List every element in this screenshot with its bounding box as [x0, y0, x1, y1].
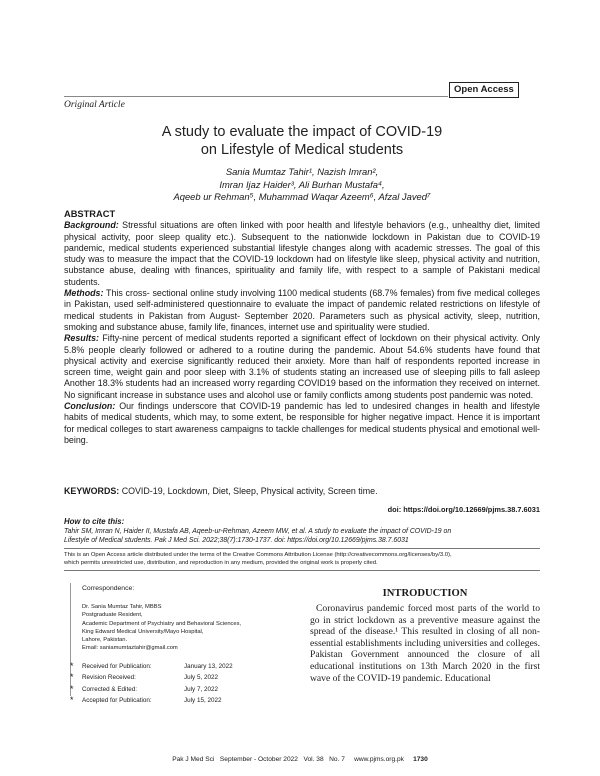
citation-line-1: Tahir SM, Imran N, Haider II, Mustafa AB, Aqeeb-ur-Rehman, Azeem MW, et al. A study to evaluate the impact of COVID-19 on: [64, 528, 452, 535]
conclusion-text: Our findings underscore that COVID-19 pandemic has led to undesired changes in health and lifestyle habits of medical students, which may, to some extent, be responsible for higher negative impact. Hence it is important for medical colleges to start awareness campaigns to tackle challenges for medical students physical and emotional well-being.: [64, 401, 540, 445]
footer-number: No. 7: [329, 756, 345, 763]
date-label: Corrected & Edited:: [82, 685, 137, 693]
footer-journal: Pak J Med Sci: [172, 756, 215, 763]
doi-link[interactable]: https://doi.org/10.12669/pjms.38.7.6031: [401, 505, 540, 514]
correspondence-line: Postgraduate Resident,: [82, 612, 143, 619]
bullet-icon: *: [70, 683, 74, 694]
abstract-heading: ABSTRACT: [64, 209, 116, 219]
correspondence-line: King Edward Medical University/Mayo Hospital,: [82, 628, 204, 635]
article-title: [64, 123, 540, 159]
author-list: [64, 166, 540, 204]
page-number: 1730: [413, 756, 428, 763]
keywords: [64, 486, 540, 496]
license-line-1: This is an Open Access article distributed under the terms of the Creative Commons Attribution License (http://creativecommons.org/licenses/by/3.0),: [64, 552, 452, 558]
date-label: Received for Publication:: [82, 663, 152, 670]
header-rule: [64, 96, 448, 97]
results-text: Fifty-nine percent of medical students reported a significant effect of lockdown on their physical activity. Only 5.8% people clearly followed or adhered to a routine during the pandemic. About 54.6% students have found that physical activity and exercise significantly reduced their anxiety. More than half of respondents reported increase in screen time, weight gain and poor sleep with 3.1% of students stating an increased use of sleeping pills to fall asleep Another 18.3% students had an increased worry regarding COVID19 based on the information they received on internet. No significant increase in substance uses and alcohol use or family conflicts among students post pandemic was noted.: [64, 333, 540, 400]
date-row: [70, 661, 298, 672]
authors-line-1: Sania Mumtaz Tahir¹, Nazish Imran²,: [225, 166, 379, 177]
introduction-heading: INTRODUCTION: [382, 588, 468, 599]
date-value: July 7, 2022: [184, 685, 218, 693]
citation-line-2: Lifestyle of Medical students. Pak J Med Sci. 2022;38(7):1730-1737. doi: https://doi.org/10.12669/pjms.38.7.6031: [64, 537, 409, 545]
divider-top: [64, 548, 540, 549]
results-label: Results:: [64, 333, 100, 344]
title-line-1: A study to evaluate the impact of COVID-19: [161, 124, 443, 140]
bullet-icon: *: [70, 695, 74, 706]
footer-volume: Vol. 38: [303, 756, 324, 763]
methods-label: Methods:: [64, 288, 104, 299]
date-value: July 15, 2022: [184, 697, 222, 705]
introduction-paragraph: Coronavirus pandemic forced most parts of the world to go in strict lockdown as a preventive measure against the spread of the disease.¹ This resulted in closing of all non-essential establishments including universities and colleges. Pakistan Government announced the closure of all educational institutions on 13th March 2020 in the first wave of the COVID-19 pandemic. Educational: [310, 603, 540, 684]
background-text: Stressful situations are often linked with poor health and lifestyle behaviors (e.g., unhealthy diet, limited physical activity, poor sleep quality etc.). Subsequent to the nationwide lockdown in Pakistan due to COVID-19 pandemic, medical students experienced substantial lifestyle changes along with academic stresses. The goal of this study was to measure the impact that the COVID-19 lockdown had on lifestyle like sleep, physical activity and nutrition, substance abuse, dealing with finances, spirituality and family life, with respect to a sample of Pakistani medical students.: [64, 220, 540, 287]
publication-dates: [70, 661, 298, 707]
divider-bottom: [64, 570, 540, 571]
keywords-text: COVID-19, Lockdown, Diet, Sleep, Physical activity, Screen time.: [119, 486, 378, 496]
abstract-background: [64, 220, 540, 288]
background-label: Background:: [64, 220, 119, 231]
open-access-badge: Open Access: [449, 82, 519, 98]
date-value: July 5, 2022: [184, 674, 218, 682]
license-line-2: which permits unrestricted use, distribution, and reproduction in any medium, provided the original work is properly cited.: [64, 560, 378, 566]
title-line-2: on Lifestyle of Medical students: [200, 142, 404, 158]
date-row: [70, 672, 298, 683]
methods-text: This cross- sectional online study involving 1100 medical students (68.7% females) from five medical colleges in Pakistan, used self-administered questionnaire to evaluate the impact of pandemic related restrictions on lifestyle of medical students in Pakistan from August- September 2020. Parameters such as physical activity, sleep, nutrition, smoking and substance abuse, family life, finances, internet use and spirituality were studied.: [64, 288, 540, 332]
doi-label: doi:: [387, 505, 402, 514]
date-label: Accepted for Publication:: [82, 697, 152, 705]
date-label: Revision Received:: [82, 674, 136, 682]
date-row: [70, 684, 298, 695]
page-footer: [150, 756, 450, 763]
introduction-text: [310, 603, 540, 684]
correspondence-line: Academic Department of Psychiatry and Behavioral Sciences,: [82, 620, 242, 627]
correspondence-details: [82, 603, 241, 653]
keywords-label: KEYWORDS:: [64, 486, 120, 496]
citation-text: [64, 527, 540, 545]
doi[interactable]: [300, 505, 540, 514]
abstract-results: [64, 333, 540, 401]
authors-line-2: Imran Ijaz Haider³, Ali Burhan Mustafa⁴,: [219, 178, 385, 190]
correspondence-line: Dr. Sania Mumtaz Tahir, MBBS: [82, 604, 162, 610]
authors-line-3: Aqeeb ur Rehman⁵, Muhammad Waqar Azeem⁶, Afzal Javed⁷: [173, 191, 431, 202]
date-value: January 13, 2022: [184, 663, 233, 670]
abstract-methods: [64, 288, 540, 333]
bullet-icon: *: [70, 672, 74, 683]
article-type: Original Article: [64, 100, 125, 110]
correspondence-title: Correspondence:: [82, 585, 135, 592]
correspondence-email[interactable]: Email: saniamumtaztahir@gmail.com: [82, 645, 178, 652]
date-row: [70, 695, 298, 706]
footer-site[interactable]: www.pjms.org.pk: [354, 756, 404, 763]
bullet-icon: *: [70, 661, 74, 671]
correspondence-line: Lahore, Pakistan.: [82, 637, 128, 644]
abstract-conclusion: [64, 401, 540, 446]
conclusion-label: Conclusion:: [64, 401, 116, 412]
license-text: [64, 551, 540, 567]
citation-heading: How to cite this:: [64, 517, 125, 526]
abstract: [64, 209, 540, 446]
footer-issue: September - October 2022: [219, 756, 298, 763]
